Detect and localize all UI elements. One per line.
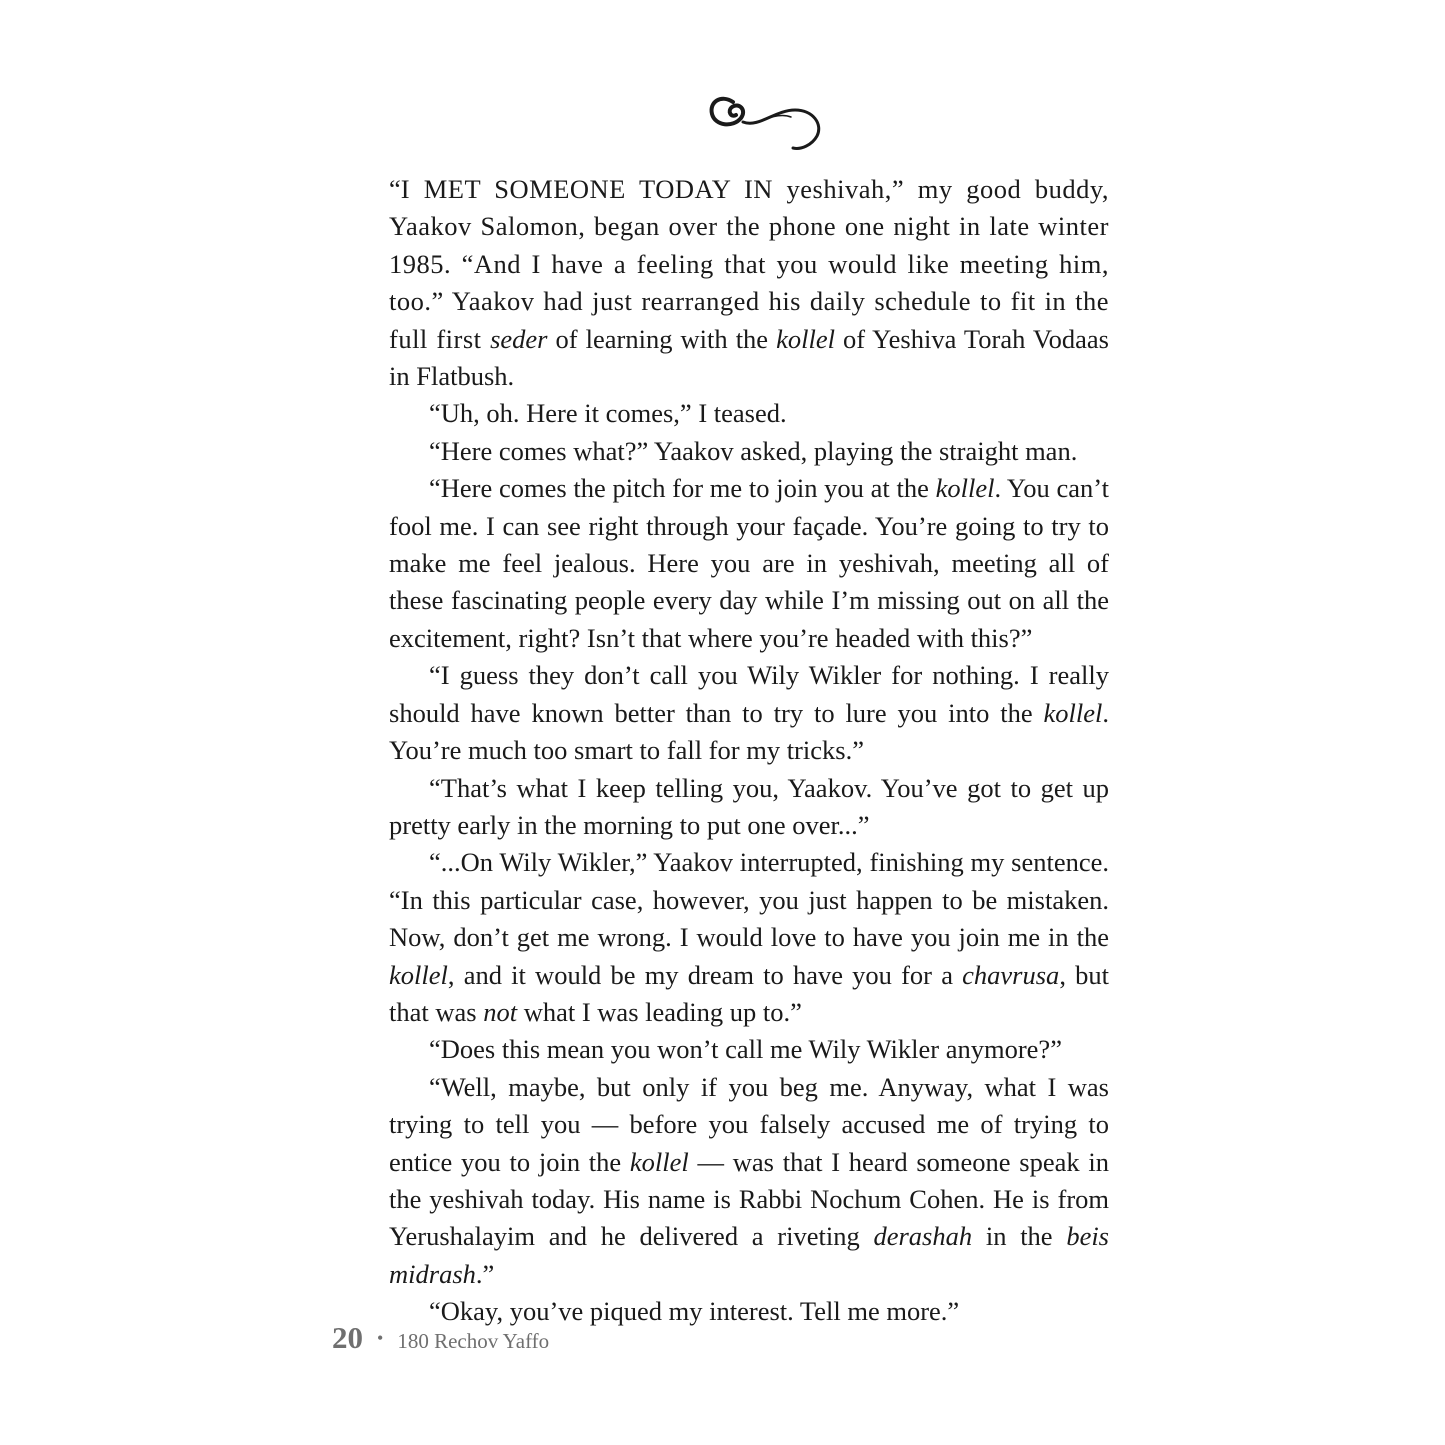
page-footer (332, 1320, 549, 1360)
paragraph: “Does this mean you won’t call me Wily Wikler anymore?” (429, 1034, 1062, 1065)
paragraph: “Okay, you’ve piqued my interest. Tell me more.” (429, 1296, 960, 1327)
paragraph: “...On Wily Wikler,” Yaakov interrupted, finishing my sentence. “In this particular case, however, you just happen to be mistaken. Now, don’t get me wrong. I would love to have you join me in the kollel, and it would be my dream to have you for a chavrusa, but that was not what I was leading up to.” (389, 847, 1109, 1027)
paragraph: “That’s what I keep telling you, Yaakov. You’ve got to get up pretty early in the morning to put one over...” (389, 772, 1109, 840)
paragraph: “Well, maybe, but only if you beg me. Anyway, what I was trying to tell you — before you falsely accused me of trying to entice you to join the kollel — was that I heard someone speak in the yeshivah today. His name is Rabbi Nochum Cohen. He is from Yerushalayim and he delivered a riveting derashah in the beis midrash.” (389, 1071, 1109, 1289)
footer-separator: • (377, 1328, 384, 1348)
paragraph: “I guess they don’t call you Wily Wikler for nothing. I really should have known better than to try to lure you into the kollel. You’re much too smart to fall for my tricks.” (389, 660, 1109, 766)
paragraph: “Here comes what?” Yaakov asked, playing the straight man. (429, 435, 1078, 466)
swash-ornament-icon (703, 90, 825, 152)
chapter-text (389, 171, 1109, 1331)
paragraph: “Uh, oh. Here it comes,” I teased. (429, 398, 787, 429)
book-title: 180 Rechov Yaffo (397, 1329, 550, 1353)
paragraph: “Here comes the pitch for me to join you at the kollel. You can’t fool me. I can see right through your façade. You’re going to try to make me feel jealous. Here you are in yeshivah, meeting all of these fascinating people every day while I’m missing out on all the excitement, right? Isn’t that where you’re headed with this?” (389, 473, 1109, 653)
paragraph: “I MET SOMEONE TODAY IN yeshivah,” my good buddy, Yaakov Salomon, began over the phone one night in late winter 1985. “And I have a feeling that you would like meeting him, too.” Yaakov had just rearranged his daily schedule to fit in the full first seder of learning with the kollel of Yeshiva Torah Vodaas in Flatbush. (389, 174, 1109, 392)
page-number: 20 (332, 1320, 363, 1355)
